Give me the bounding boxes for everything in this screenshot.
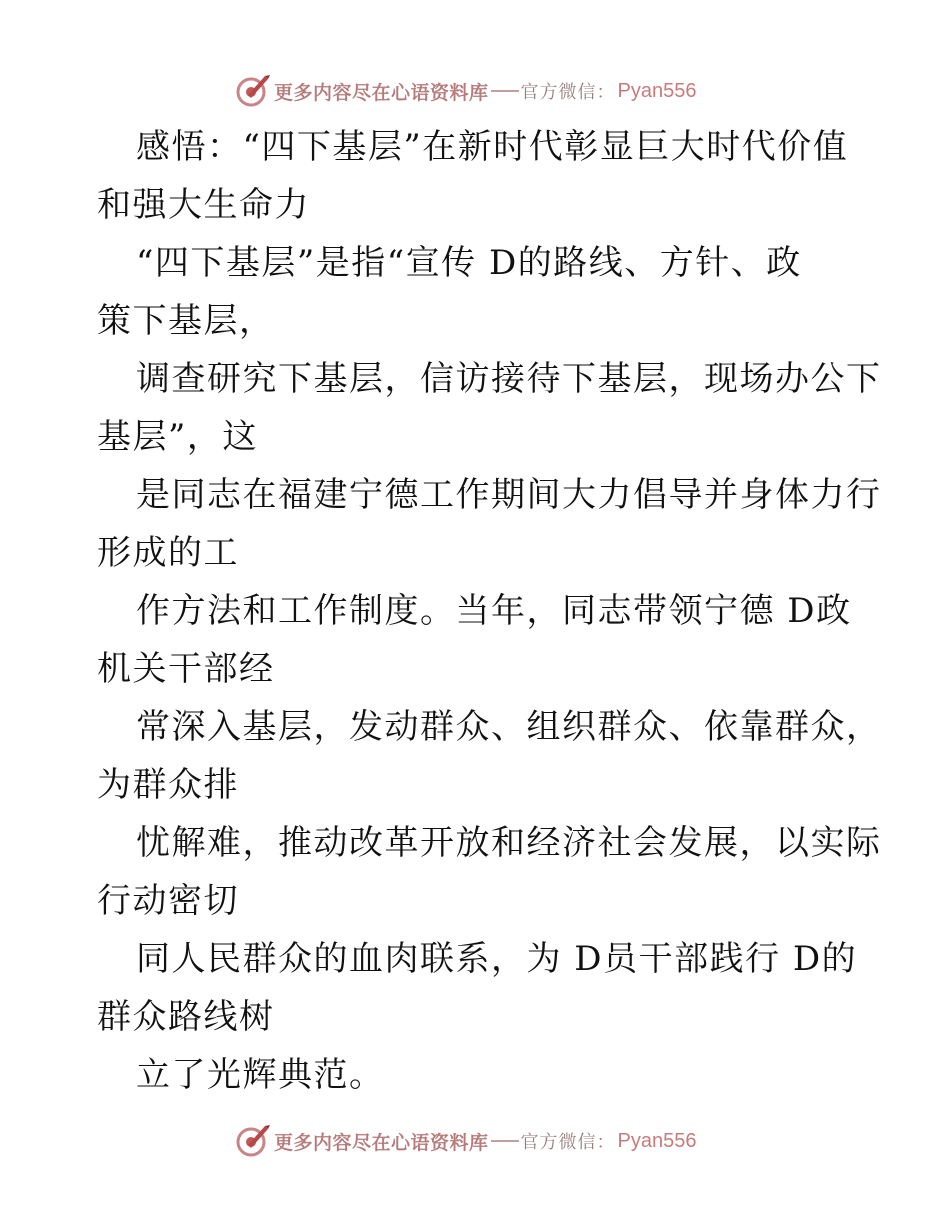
footer-banner	[232, 1121, 696, 1161]
pen-logo-icon	[232, 71, 272, 111]
banner-main-text: 更多内容尽在心语资料库	[274, 1131, 489, 1154]
document-line: 常深入基层，发动群众、组织群众、依靠群众，	[136, 707, 882, 747]
banner-id-text: Pyan556	[617, 79, 697, 102]
pen-logo-icon	[232, 1121, 272, 1161]
document-line: 基层”，这	[97, 417, 258, 457]
document-line: 为群众排	[97, 765, 239, 805]
document-line: 和强大生命力	[97, 185, 310, 225]
document-line: 是同志在福建宁德工作期间大力倡导并身体力行	[136, 475, 882, 515]
document-line: 形成的工	[97, 533, 239, 573]
banner-sub-text: 官方微信：	[520, 1132, 616, 1153]
document-line: 忧解难，推动改革开放和经济社会发展，以实际	[136, 823, 882, 863]
document-line: 策下基层，	[97, 301, 275, 341]
document-line: 同人民群众的血肉联系，为 D员干部践行 D的	[136, 939, 858, 979]
document-line: 作方法和工作制度。当年，同志带领宁德 D政	[136, 591, 852, 631]
banner-dash	[491, 1140, 519, 1142]
document-line: 立了光辉典范。	[136, 1055, 385, 1095]
banner-sub-text: 官方微信：	[520, 82, 616, 103]
banner-dash	[491, 90, 519, 92]
document-line: “四下基层”是指“宣传 D的路线、方针、政	[136, 243, 802, 283]
document-line: 机关干部经	[97, 649, 275, 689]
header-banner	[232, 71, 696, 111]
document-line: 感悟：“四下基层”在新时代彰显巨大时代价值	[136, 127, 849, 167]
banner-id-text: Pyan556	[617, 1129, 697, 1152]
document-line: 行动密切	[97, 881, 239, 921]
document-line: 调查研究下基层，信访接待下基层，现场办公下	[136, 359, 882, 399]
document-line: 群众路线树	[97, 997, 275, 1037]
banner-main-text: 更多内容尽在心语资料库	[274, 81, 489, 104]
